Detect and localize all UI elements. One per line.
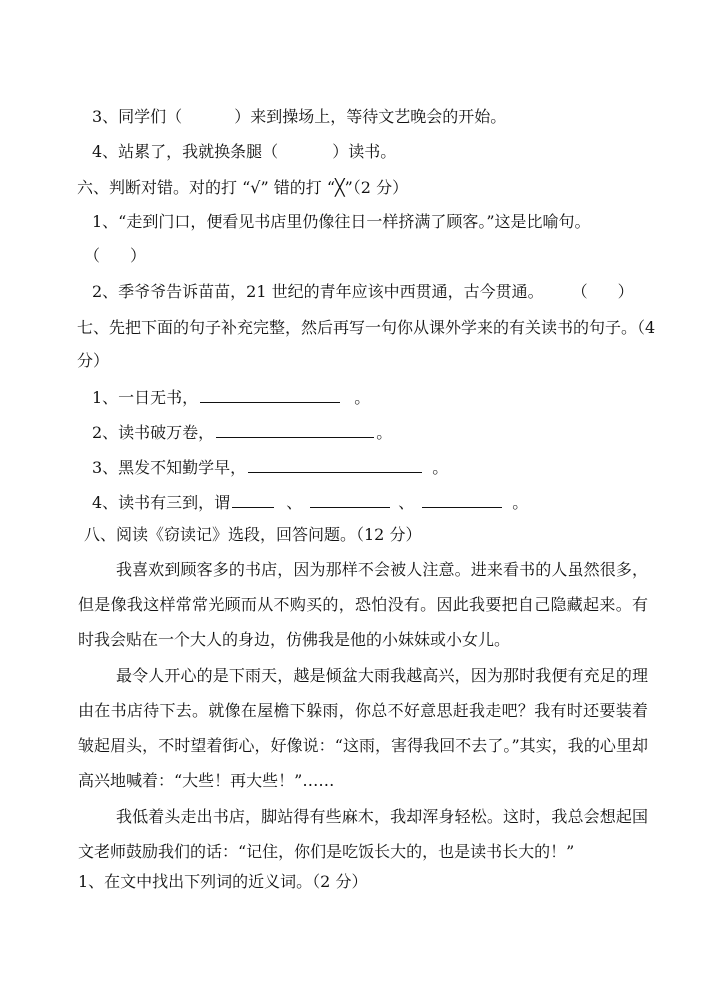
question-5-3 [92,107,506,127]
section-7-heading-line1: 七、先把下面的句子补充完整，然后再写一句你从课外学来的有关读书的句子。（4 [77,318,656,337]
question-6-2 [92,282,634,302]
reading-paragraph-3: 我低着头走出书店，脚站得有些麻木，我却浑身轻松。这时，我总会想起国文老师鼓励我们的话：“记住，你们是吃饭长大的，也是读书长大的！” [78,807,648,861]
section-6-heading: 六、判断对错。对的打 “√” 错的打 “╳”（2 分） [77,178,409,197]
section-7-heading-line2: 分） [77,351,110,370]
question-7-1 [92,386,370,408]
question-7-4 [92,491,528,513]
question-6-2-text: 2、季爷爷告诉苗苗，21 世纪的青年应该中西贯通，古今贯通。 [92,282,544,301]
question-7-4-text: 4、读书有三到，谓 [92,493,231,512]
period: 。 [512,493,529,512]
paren-close: ） [617,282,634,301]
fill-blank[interactable] [200,386,340,403]
question-5-3-text-b: ）来到操场上，等待文艺晚会的开始。 [234,107,507,126]
reading-paragraph-1: 我喜欢到顾客多的书店，因为那样不会被人注意。进来看书的人虽然很多，但是像我这样常常光顾而从不购买的，恐怕没有。因此我要把自己隐藏起来。有时我会贴在一个大人的身边，仿佛我是他的小妹妹或小女儿。 [78,560,648,649]
paren-close: ） [130,246,147,265]
question-6-1-paren [84,246,146,266]
question-7-2 [92,421,392,443]
period: 。 [376,423,393,442]
separator: 、 [286,493,303,512]
fill-blank[interactable] [248,456,422,473]
question-5-4-text-b: ）读书。 [332,142,397,161]
question-5-4-text-a: 4、站累了，我就换条腿（ [92,142,279,161]
reading-paragraph-2: 最令人开心的是下雨天，越是倾盆大雨我越高兴，因为那时我便有充足的理由在书店待下去。就像在屋檐下躲雨，你总不好意思赶我走吧？我有时还要装着皱起眉头，不时望着街心，好像说：“这雨，害得我回不去了。”其实，我的心里却高兴地喊着：“大些！再大些！”…… [78,666,648,790]
period: 。 [432,458,449,477]
question-7-2-text: 2、读书破万卷， [92,423,215,442]
question-5-4 [92,142,396,162]
paren-open: （ [84,246,101,265]
question-7-1-text: 1、一日无书， [92,388,199,407]
question-7-3-text: 3、黑发不知勤学早， [92,458,247,477]
question-5-3-text-a: 3、同学们（ [92,107,183,126]
fill-blank[interactable] [422,491,502,508]
fill-blank[interactable] [216,421,374,438]
section-8-heading: 八、阅读《窃读记》选段，回答问题。（12 分） [84,525,422,544]
period: 。 [354,388,371,407]
fill-blank[interactable] [310,491,390,508]
question-7-3 [92,456,448,478]
paren-open: （ [571,282,588,301]
question-8-1: 1、在文中找出下列词的近义词。（2 分） [78,872,368,891]
separator: 、 [398,493,415,512]
question-6-1: 1、“走到门口，便看见书店里仍像往日一样挤满了顾客。”这是比喻句。 [92,212,591,231]
fill-blank[interactable] [232,491,274,508]
